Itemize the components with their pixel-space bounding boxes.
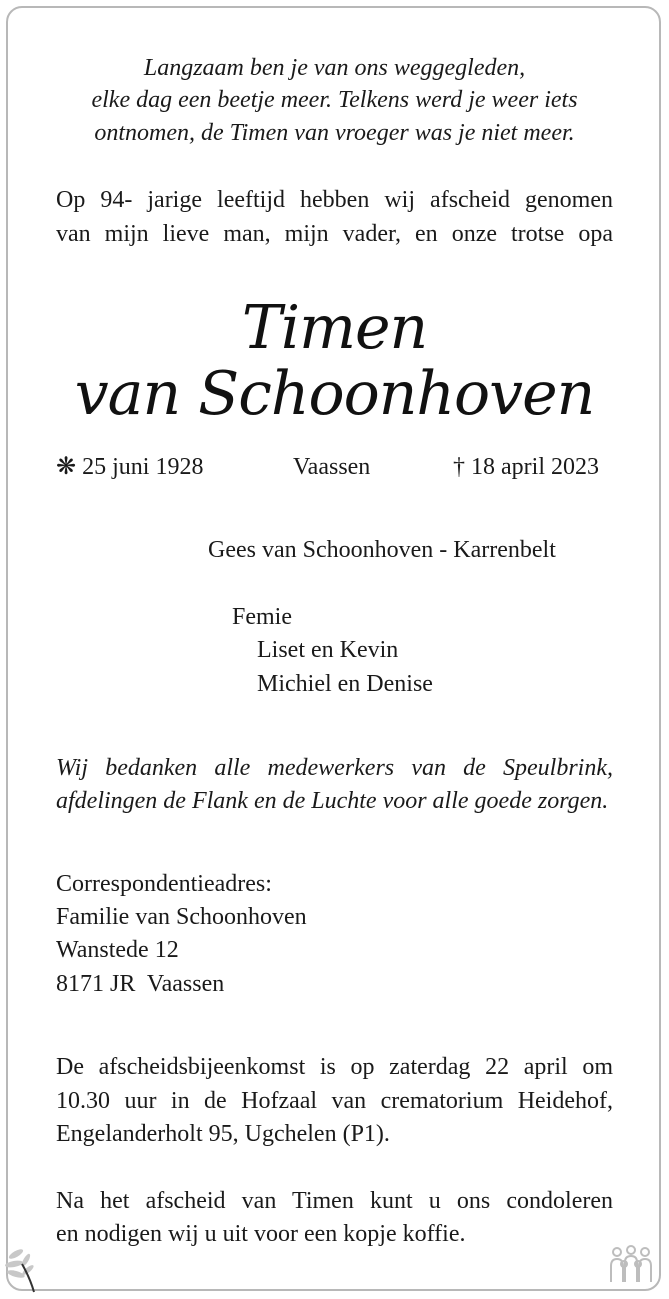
farewell-line-3: Engelanderholt 95, Ugchelen (P1). — [56, 1121, 390, 1147]
condolence-line-2: en nodigen wij u uit voor een kopje koffie. — [56, 1221, 466, 1247]
poem-line-1: Langzaam ben je van ons weggegleden, — [143, 55, 526, 81]
address-family: Familie van Schoonhoven — [56, 904, 307, 930]
family-icon — [607, 1244, 655, 1284]
deceased-first-name: Timen — [241, 293, 428, 363]
farewell-line-1: De afscheidsbijeenkomst is op zaterdag 22 april om — [56, 1054, 613, 1080]
condolence-line-1: Na het afscheid van Timen kunt u ons condoleren — [56, 1188, 613, 1214]
death-date: † 18 april 2023 — [453, 454, 599, 480]
leaf-branch-icon — [4, 1244, 44, 1294]
spouse-name: Gees van Schoonhoven - Karrenbelt — [208, 537, 556, 563]
intro-line-2: van mijn lieve man, mijn vader, en onze trotse opa — [56, 221, 613, 247]
place: Vaassen — [293, 454, 371, 480]
farewell-line-2: 10.30 uur in de Hofzaal van crematorium Heidehof, — [56, 1088, 613, 1114]
grandchildren-2: Michiel en Denise — [257, 671, 433, 697]
address-street: Wanstede 12 — [56, 937, 179, 963]
grandchildren-1: Liset en Kevin — [257, 637, 399, 663]
poem-line-3: ontnomen, de Timen van vroeger was je niet meer. — [94, 120, 575, 146]
address-heading: Correspondentieadres: — [56, 871, 272, 897]
deceased-last-name: van Schoonhoven — [74, 359, 595, 429]
address-postal: 8171 JR Vaassen — [56, 971, 225, 997]
child-name: Femie — [232, 604, 292, 630]
thanks-line-2: afdelingen de Flank en de Luchte voor alle goede zorgen. — [56, 788, 609, 814]
intro-line-1: Op 94- jarige leeftijd hebben wij afscheid genomen — [56, 187, 613, 213]
birth-date: ❋ 25 juni 1928 — [56, 454, 204, 480]
thanks-line-1: Wij bedanken alle medewerkers van de Speulbrink, — [56, 755, 613, 781]
poem-line-2: elke dag een beetje meer. Telkens werd je weer iets — [91, 87, 578, 113]
